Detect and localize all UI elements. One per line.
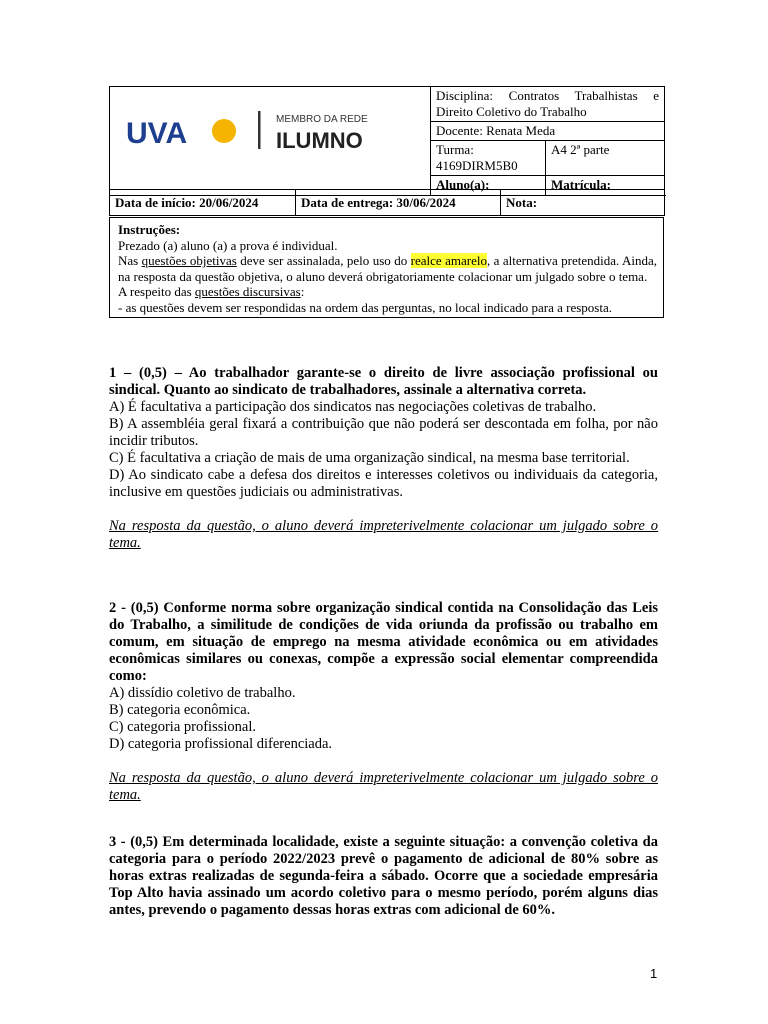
logo-divider: [258, 111, 261, 149]
question-2-option-d: D) categoria profissional diferenciada.: [109, 736, 333, 752]
docente-cell: Docente: Renata Meda: [431, 122, 665, 141]
page-number: 1: [650, 966, 658, 981]
logo-yellow-dot: [212, 119, 236, 143]
instructions-line2: Nas questões objetivas deve ser assinalada, pelo uso do realce amarelo, a alternativa pretendida. Ainda, na resposta da questão objetiva, o aluno deverá obrigatoriamente colacionar um julgado sobre o tema.: [118, 253, 657, 284]
data-inicio-cell: Data de início: 20/06/2024: [110, 190, 296, 216]
instructions-title: Instruções:: [118, 222, 181, 237]
parte-cell: A4 2ª parte: [546, 141, 665, 176]
logo-cell: [110, 87, 431, 196]
logo-membro-text: MEMBRO DA REDE: [276, 114, 368, 125]
logo-ilumno-text: ILUMNO: [276, 128, 363, 153]
instructions-box: [109, 217, 664, 318]
question-1-title: 1 – (0,5) – Ao trabalhador garante-se o direito de livre associação profissional ou sindical. Quanto ao sindicato de trabalhadores, assinale a alternativa correta.: [109, 365, 658, 398]
yellow-highlight-text: realce amarelo: [410, 253, 487, 268]
turma-cell: Turma: 4169DIRM5B0: [431, 141, 546, 176]
question-3-title: 3 - (0,5) Em determinada localidade, existe a seguinte situação: a convenção coletiva da categoria para o período 2022/2023 prevê o pagamento de adicional de 80% sobre as horas extras realizadas de segunda-feira a sábado. Ocorre que a sociedade empresária Top Alto havia assinado um acordo coletivo para o mesmo período, porém alguns dias antes, prevendo o pagamento dessas horas extras com adicional de 60%.: [109, 834, 658, 918]
question-2: [109, 600, 658, 804]
question-1: [109, 365, 658, 552]
uva-ilumno-logo: [110, 101, 430, 177]
nota-cell: Nota:: [501, 190, 665, 216]
question-2-option-c: C) categoria profissional.: [109, 719, 256, 735]
question-1-option-b: B) A assembléia geral fixará a contribuição que não poderá ser descontada em folha, por não incidir tributos.: [109, 416, 658, 449]
instructions-line3: A respeito das questões discursivas:: [118, 284, 305, 299]
question-1-option-d: D) Ao sindicato cabe a defesa dos direitos e interesses coletivos ou individuais da categoria, inclusive em questões judiciais ou administrativas.: [109, 467, 658, 500]
question-2-title: 2 - (0,5) Conforme norma sobre organização sindical contida na Consolidação das Leis do Trabalho, a similitude de condições de vida oriunda da profissão ou trabalho em comum, em situação de emprego na mesma atividade econômica ou em atividades econômicas similares ou conexas, compõe a expressão social elementar compreendida como:: [109, 600, 658, 684]
dates-table: [109, 189, 665, 216]
disciplina-cell: Disciplina: Contratos Trabalhistas e Direito Coletivo do Trabalho: [431, 87, 665, 122]
header-table: [109, 86, 665, 196]
question-2-option-b: B) categoria econômica.: [109, 702, 251, 718]
instructions-line1: Prezado (a) aluno (a) a prova é individual.: [118, 237, 338, 253]
matricula-cell: Matrícula:: [546, 176, 665, 196]
instructions-line4: - as questões devem ser respondidas na ordem das perguntas, no local indicado para a resposta.: [118, 299, 612, 315]
question-2-note: Na resposta da questão, o aluno deverá impreterivelmente colacionar um julgado sobre o tema.: [109, 770, 658, 803]
question-3: [109, 834, 658, 919]
question-1-option-a: A) É facultativa a participação dos sindicatos nas negociações coletivas de trabalho.: [109, 399, 597, 415]
question-1-note: Na resposta da questão, o aluno deverá impreterivelmente colacionar um julgado sobre o tema.: [109, 518, 658, 551]
question-1-option-c: C) É facultativa a criação de mais de uma organização sindical, na mesma base territorial.: [109, 450, 630, 466]
logo-uva-text: UVA: [126, 117, 188, 150]
question-2-option-a: A) dissídio coletivo de trabalho.: [109, 685, 296, 701]
data-entrega-cell: Data de entrega: 30/06/2024: [296, 190, 501, 216]
aluno-cell: Aluno(a):: [431, 176, 546, 196]
